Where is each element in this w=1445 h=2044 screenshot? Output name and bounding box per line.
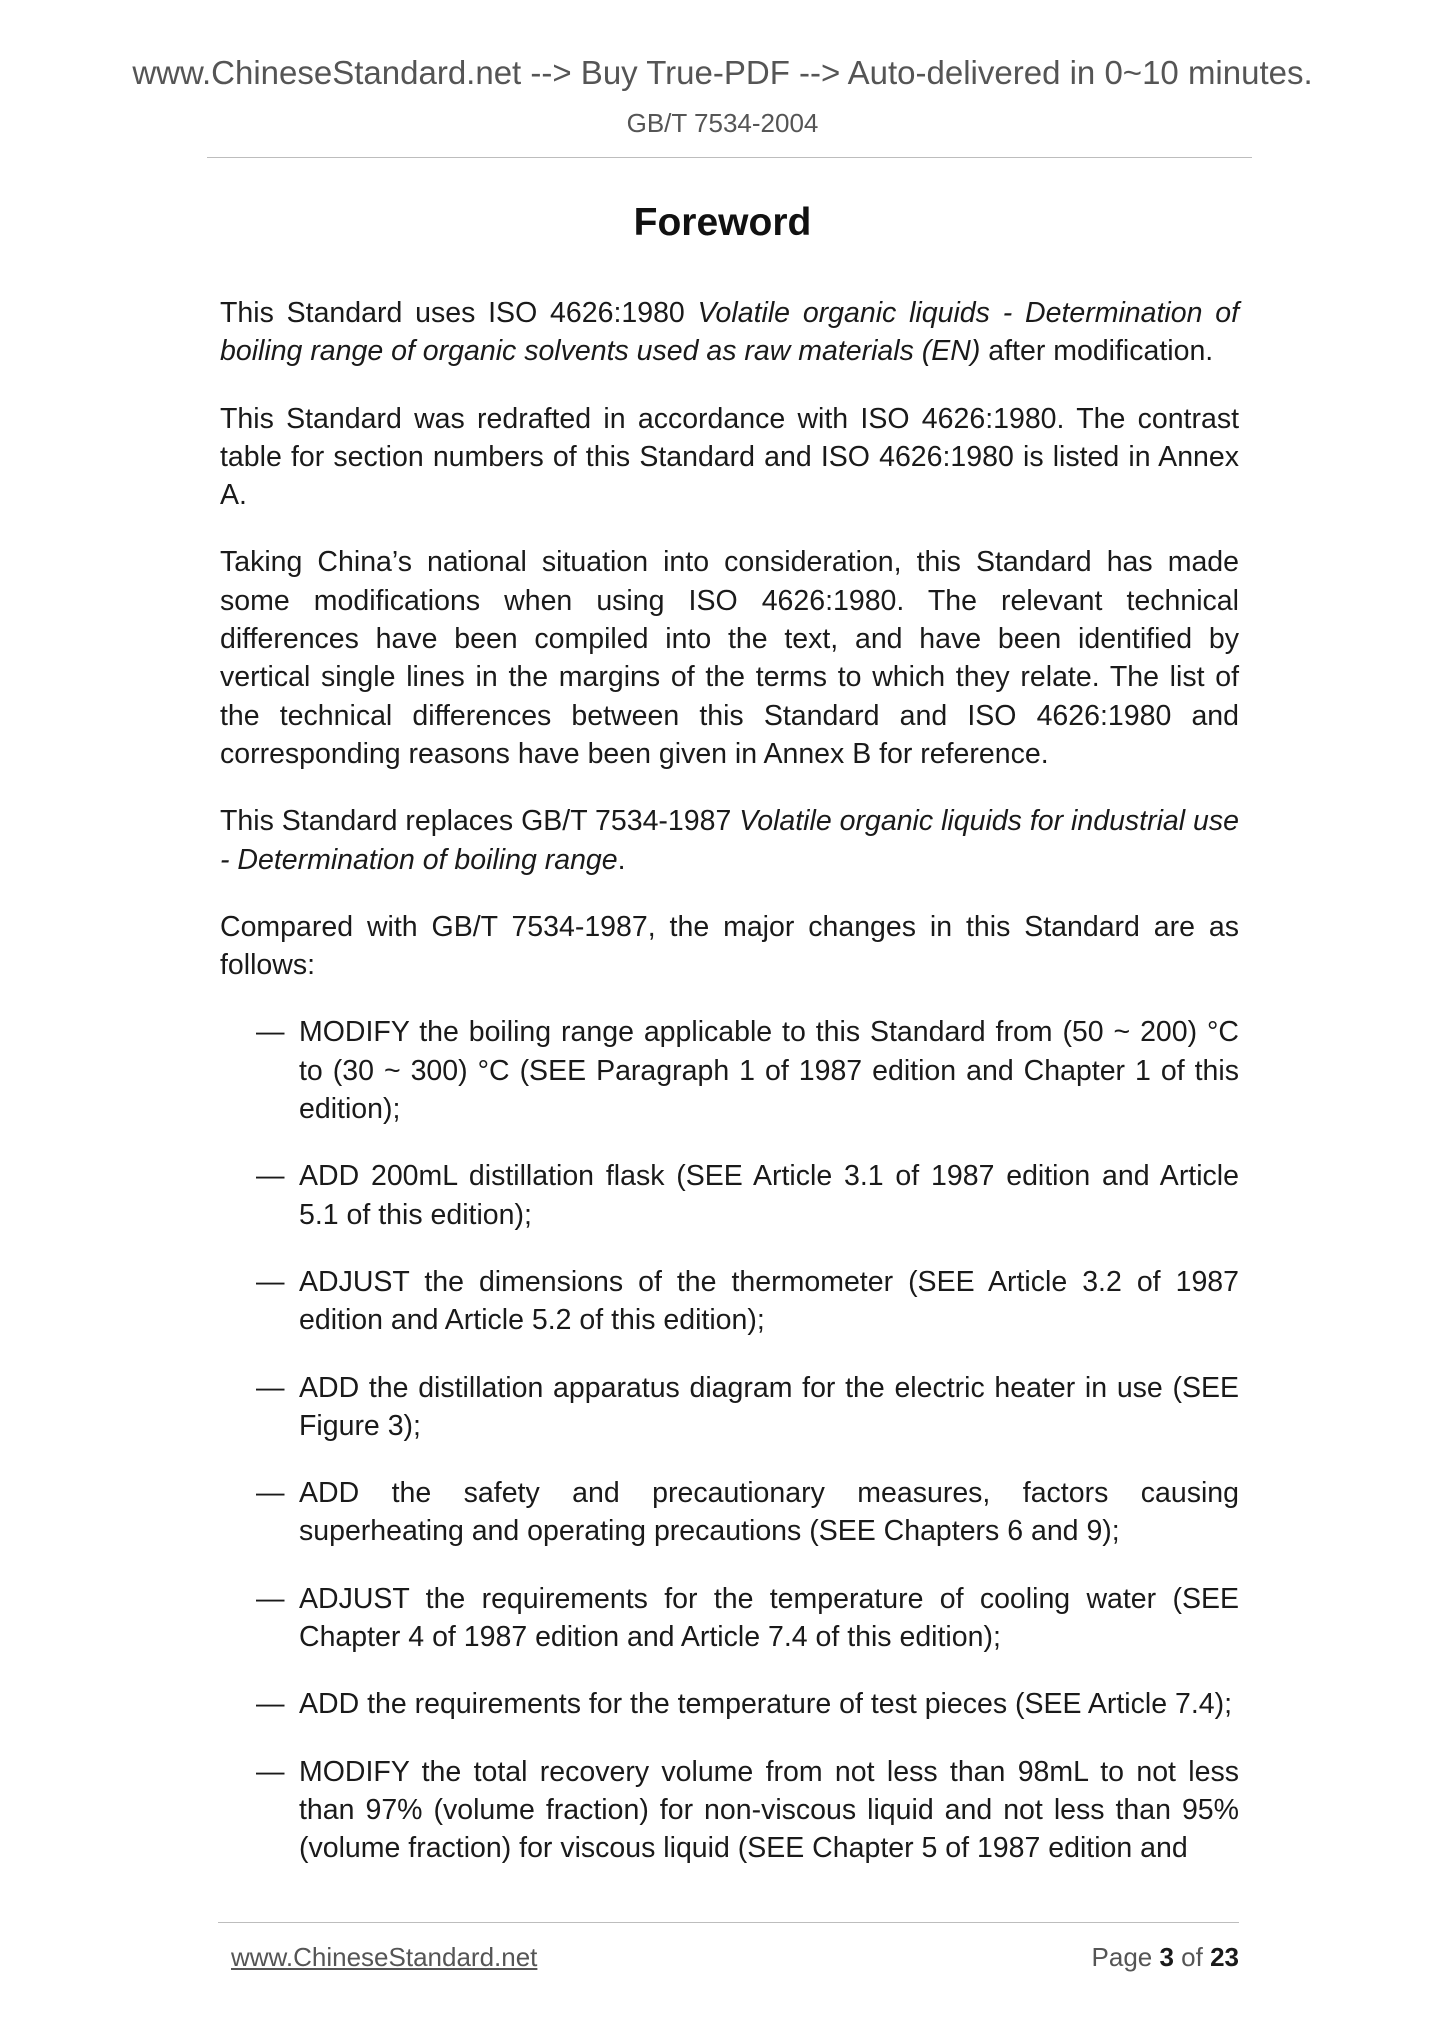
paragraph-4-text-a: This Standard replaces GB/T 7534-1987	[220, 805, 740, 838]
list-item-text: MODIFY the total recovery volume from not less than 98mL to not less than 97% (volume fraction) for non-viscous liquid and not less than 95% (volume fraction) for viscous liquid (SEE Chapter 5 of 1987 edition and	[299, 1755, 1239, 1865]
list-item	[220, 1263, 1239, 1340]
list-item	[220, 1013, 1239, 1128]
list-item	[220, 1474, 1239, 1551]
foreword-body	[220, 294, 1239, 1897]
dash-bullet: —	[256, 1688, 285, 1721]
list-item-text: ADD the distillation apparatus diagram for the electric heater in use (SEE Figure 3);	[299, 1371, 1239, 1442]
paragraph-1	[220, 294, 1239, 371]
page-of-label: of	[1173, 1942, 1211, 1972]
page-title: Foreword	[633, 201, 812, 244]
list-item-text: ADD the requirements for the temperature of test pieces (SEE Article 7.4);	[299, 1688, 1232, 1721]
list-item	[220, 1685, 1239, 1723]
footer-divider	[218, 1922, 1239, 1923]
list-item	[220, 1157, 1239, 1234]
dash-bullet: —	[256, 1755, 285, 1788]
page-current: 3	[1159, 1942, 1174, 1972]
list-item	[220, 1580, 1239, 1657]
paragraph-4-title-italic: Volatile organic liquids for industrial use - Determination of boiling range	[220, 805, 1239, 876]
paragraph-2: This Standard was redrafted in accordance with ISO 4626:1980. The contrast table for section numbers of this Standard and ISO 4626:1980 is listed in Annex A.	[220, 402, 1239, 512]
header-divider	[207, 157, 1252, 158]
dash-bullet: —	[256, 1265, 285, 1298]
page-total: 23	[1210, 1942, 1239, 1972]
list-item	[220, 1369, 1239, 1446]
header-banner[interactable]: www.ChineseStandard.net --> Buy True-PDF --> Auto-delivered in 0~10 minutes.	[132, 54, 1313, 91]
footer-site-link[interactable]: www.ChineseStandard.net	[231, 1942, 538, 1972]
dash-bullet: —	[256, 1160, 285, 1193]
list-item	[220, 1753, 1239, 1868]
paragraph-4-text-b: .	[617, 843, 626, 876]
dash-bullet: —	[256, 1582, 285, 1615]
page-indicator	[1092, 1944, 1239, 1970]
paragraph-1-title-italic: Volatile organic liquids - Determination of boiling range of organic solvents used as raw materials (EN)	[220, 297, 1240, 368]
page-label: Page	[1091, 1942, 1160, 1972]
paragraph-5: Compared with GB/T 7534-1987, the major changes in this Standard are as follows:	[220, 910, 1239, 982]
list-item-text: ADD the safety and precautionary measures, factors causing superheating and operating precautions (SEE Chapters 6 and 9);	[299, 1477, 1239, 1548]
paragraph-3: Taking China’s national situation into consideration, this Standard has made some modifications when using ISO 4626:1980. The relevant technical differences have been compiled into the text, and have been identified by vertical single lines in the margins of the terms to which they relate. The list of the technical differences between this Standard and ISO 4626:1980 and corresponding reasons have been given in Annex B for reference.	[220, 546, 1239, 770]
dash-bullet: —	[256, 1016, 285, 1049]
dash-bullet: —	[256, 1371, 285, 1404]
header-doc-id: GB/T 7534-2004	[626, 108, 819, 138]
list-item-text: MODIFY the boiling range applicable to this Standard from (50 ~ 200) °C to (30 ~ 300) °C (SEE Paragraph 1 of 1987 edition and Chapter 1 of this edition);	[299, 1016, 1239, 1126]
dash-bullet: —	[256, 1477, 285, 1510]
list-item-text: ADJUST the dimensions of the thermometer (SEE Article 3.2 of 1987 edition and Article 5.2 of this edition);	[299, 1265, 1239, 1337]
changes-list	[220, 1013, 1239, 1867]
paragraph-1-text-a: This Standard uses ISO 4626:1980	[220, 297, 698, 329]
list-item-text: ADJUST the requirements for the temperature of cooling water (SEE Chapter 4 of 1987 edition and Article 7.4 of this edition);	[299, 1582, 1239, 1654]
list-item-text: ADD 200mL distillation flask (SEE Article 3.1 of 1987 edition and Article 5.1 of this edition);	[299, 1160, 1239, 1231]
paragraph-1-text-b: after modification.	[980, 335, 1214, 368]
paragraph-4	[220, 802, 1239, 879]
